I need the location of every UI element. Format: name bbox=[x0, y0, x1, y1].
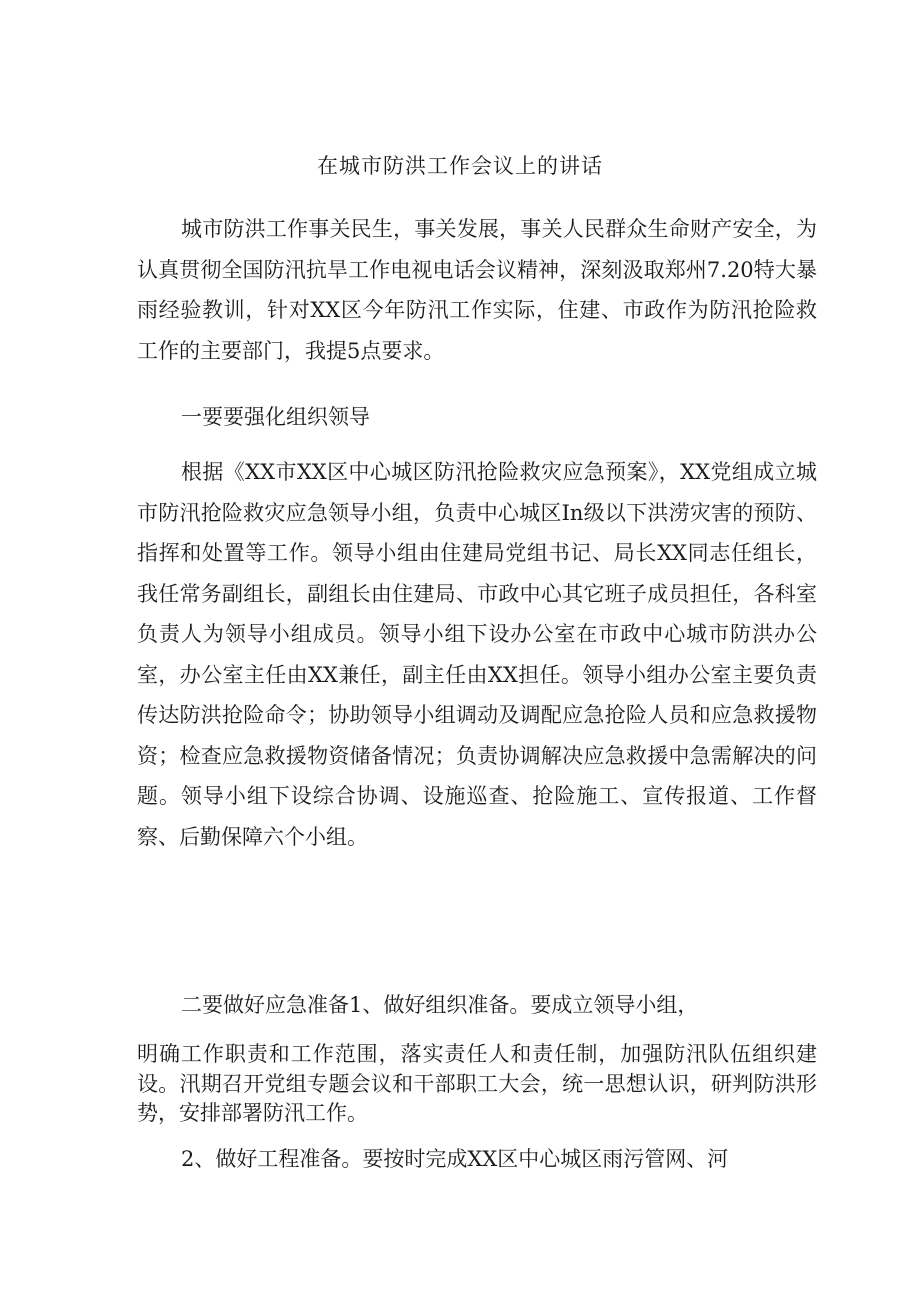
section-three-paragraph: 2、做好工程准备。要按时完成XX区中心城区雨污管网、河 bbox=[181, 1147, 729, 1171]
intro-paragraph: 城市防洪工作事关民生，事关发展，事关人民群众生命财产安全，为认真贯彻全国防汛抗旱工作电视电话会议精神，深刻汲取郑州7.20特大暴雨经验教训，针对XX区今年防汛工作实际，住建、市政作为防汛抢险救工作的主要部门，我提5点要求。 bbox=[137, 217, 817, 363]
section-one-paragraph: 根据《XX市XX区中心城区防汛抢险救灾应急预案》，XX党组成立城市防汛抢险救灾应急领导小组，负责中心城区In级以下洪涝灾害的预防、指挥和处置等工作。领导小组由住建局党组书记、局长XX同志任组长，我任常务副组长，副组长由住建局、市政中心其它班子成员担任，各科室负责人为领导小组成员。领导小组下设办公室在市政中心城市防洪办公室，办公室主任由XX兼任，副主任由XX担任。领导小组办公室主要负责传达防洪抢险命令；协助领导小组调动及调配应急抢险人员和应急救援物资；检查应急救援物资储备情况；负责协调解决应急救援中急需解决的问题。领导小组下设综合协调、设施巡查、抢险施工、宣传报道、工作督察、后勤保障六个小组。 bbox=[137, 460, 817, 849]
section-heading-one: 一要要强化组织领导 bbox=[181, 405, 370, 429]
section-heading-two: 二要做好应急准备1、做好组织准备。要成立领导小组， bbox=[181, 993, 699, 1017]
document-title: 在城市防洪工作会议上的讲话 bbox=[317, 154, 603, 178]
section-two-paragraph: 明确工作职责和工作范围，落实责任人和责任制，加强防汛队伍组织建设。汛期召开党组专题会议和干部职工大会，统一思想认识，研判防洪形势，安排部署防汛工作。 bbox=[137, 1042, 817, 1125]
